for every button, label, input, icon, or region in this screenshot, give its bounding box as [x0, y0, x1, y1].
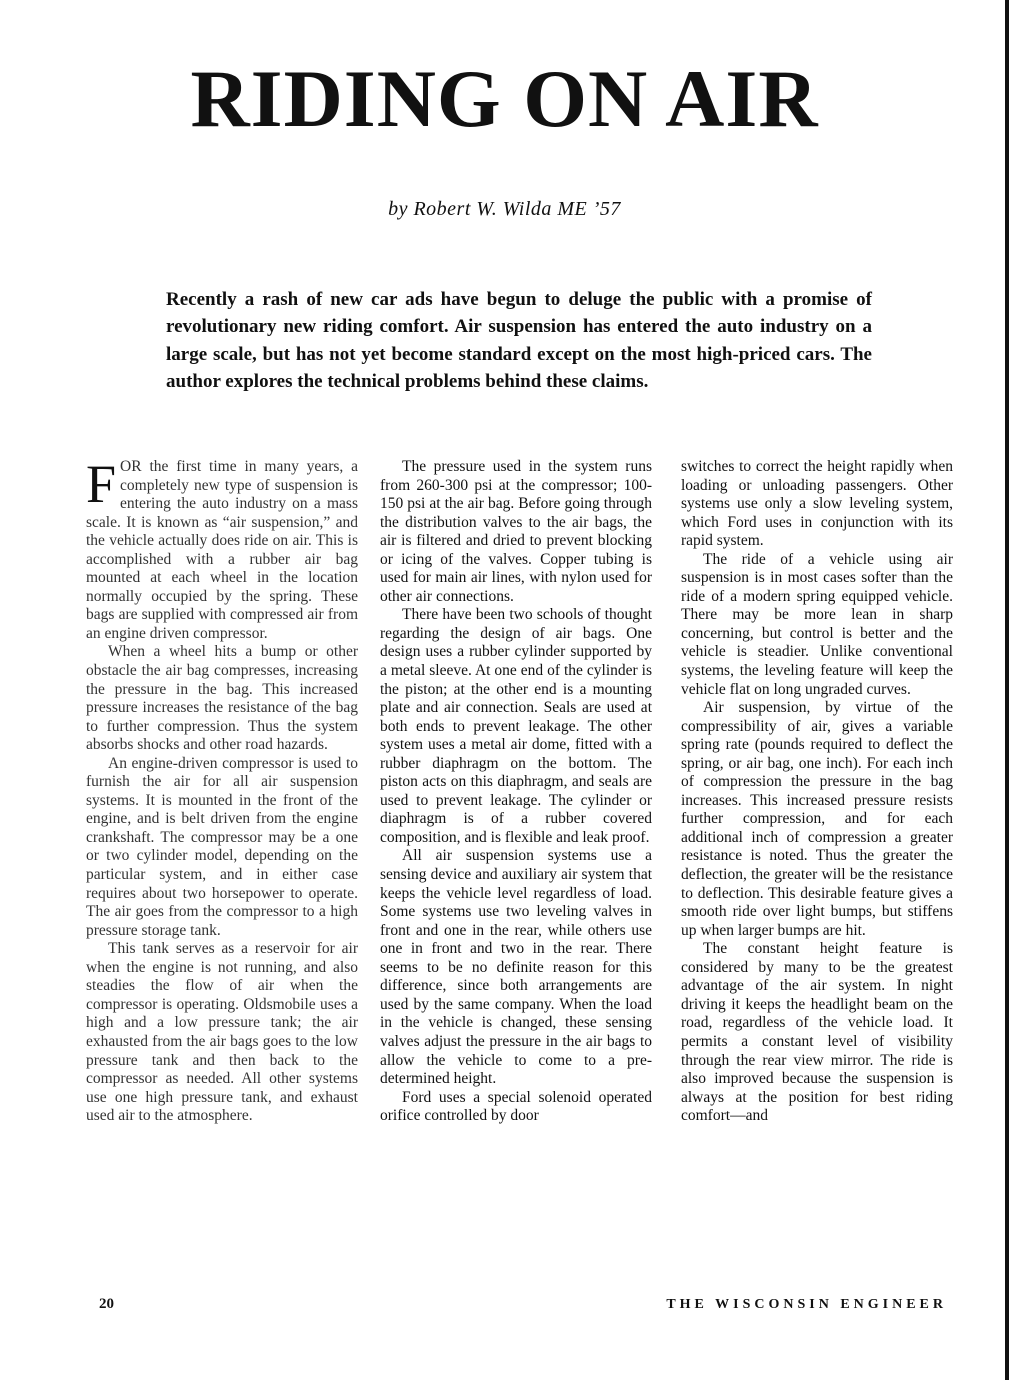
running-title: THE WISCONSIN ENGINEER [666, 1297, 947, 1312]
paragraph: The ride of a vehicle using air suspension is in most cases softer than the ride of a modern spring equipped vehicle. There may be more lean in sharp concerning, but control is better and the vehicle is steadier. Unlike conventional systems, the leveling feature will keep the vehicle flat on long ungraded curves. [681, 550, 953, 698]
paragraph: When a wheel hits a bump or other obstacle the air bag compresses, increasing the pressure in the bag. This increased pressure increases the resistance of the bag to further compression. Thus the system absorbs shocks and other road hazards. [86, 643, 358, 754]
paragraph: This tank serves as a reservoir for air when the engine is not running, and also steadies the flow of air when the compressor is operating. Oldsmobile uses a high and a low pressure tank; the air exhausted from the air bags goes to the low pressure tank and then back to the compressor as needed. All other systems use one high pressure tank, and exhaust used air to the atmosphere. [86, 940, 358, 1125]
column-2 [380, 458, 652, 1288]
paragraph: An engine-driven compressor is used to furnish the air for all air suspension systems. It is mounted in the front of the engine, and is belt driven from the engine crankshaft. The compressor may be a one or two cylinder model, depending on the particular system, and in either case requires about two horsepower to operate. The air goes from the compressor to a high pressure storage tank. [86, 754, 358, 939]
paragraph-text: OR the first time in many years, a completely new type of suspension is entering the auto industry on a mass scale. It is known as “air suspension,” and the vehicle actually does ride on air. This is accomplished with a rubber air bag mounted at each wheel in the location normally occupied by the spring. These bags are supplied with compressed air from an engine driven compressor. [86, 458, 358, 642]
paragraph: All air suspension systems use a sensing device and auxiliary air system that keeps the vehicle level regardless of load. Some systems use two leveling valves in front and one in the rear, while others use one in front and two in the rear. There seems to be no definite reason for this difference, since both arrangements are used by the same company. When the load in the vehicle is changed, these sensing valves adjust the pressure in the air bags to allow the vehicle to come to a pre-determined height. [380, 847, 652, 1088]
paragraph: switches to correct the height rapidly when loading or unloading passengers. Other systems use only a slow leveling system, which Ford uses in conjunction with its rapid system. [681, 458, 953, 550]
paragraph: The pressure used in the system runs from 260-300 psi at the compressor; 100-150 psi at the air bag. Before going through the distribution valves to the air bags, the air is filtered and dried to prevent blocking or icing of the valves. Copper tubing is used for main air lines, with nylon used for other air connections. [380, 458, 652, 605]
drop-cap: F [86, 458, 117, 514]
paragraph [86, 458, 358, 643]
article-title: RIDING ON AIR [190, 53, 819, 144]
paragraph: The constant height feature is considered by many to be the greatest advantage of the air system. In night driving it keeps the headlight beam on the road, regardless of the vehicle load. It permits a constant level of visibility through the rear view mirror. The ride is also improved because the suspension is always at the position for best riding comfort—and [681, 940, 953, 1125]
page-number: 20 [99, 1296, 114, 1312]
column-3 [681, 458, 953, 1288]
page-edge-border [1005, 0, 1009, 1380]
paragraph: Air suspension, by virtue of the compressibility of air, gives a variable spring rate (pounds required to deflect the spring, or air bag, one inch). For each inch of compression the pressure in the bag increases. This increased pressure resists further compression, and for each additional inch of compression a greater resistance is noted. Thus the greater the deflection, the greater will be the resistance to deflection. This desirable feature gives a smooth ride over light bumps, but stiffens up when larger bumps are hit. [681, 699, 953, 939]
article-deck: Recently a rash of new car ads have begun to deluge the public with a promise of revolutionary new riding comfort. Air suspension has entered the auto industry on a large scale, but has not yet become standard except on the most high-priced cars. The author explores the technical problems behind these claims. [166, 289, 872, 392]
paragraph: There have been two schools of thought regarding the design of air bags. One design uses a rubber cylinder supported by a metal sleeve. At one end of the cylinder is the piston; at the other end is a mounting plate and air connection. Seals are used at both ends to prevent leakage. The other system uses a metal air dome, fitted with a rubber diaphragm on the bottom. The piston acts on this diaphragm, and seals are used to prevent leakage. The cylinder or diaphragm is of a rubber covered composition, and is flexible and leak proof. [380, 606, 652, 846]
byline: by Robert W. Wilda ME ’57 [388, 198, 621, 220]
paragraph: Ford uses a special solenoid operated orifice controlled by door [380, 1088, 652, 1125]
column-1 [86, 458, 358, 1288]
